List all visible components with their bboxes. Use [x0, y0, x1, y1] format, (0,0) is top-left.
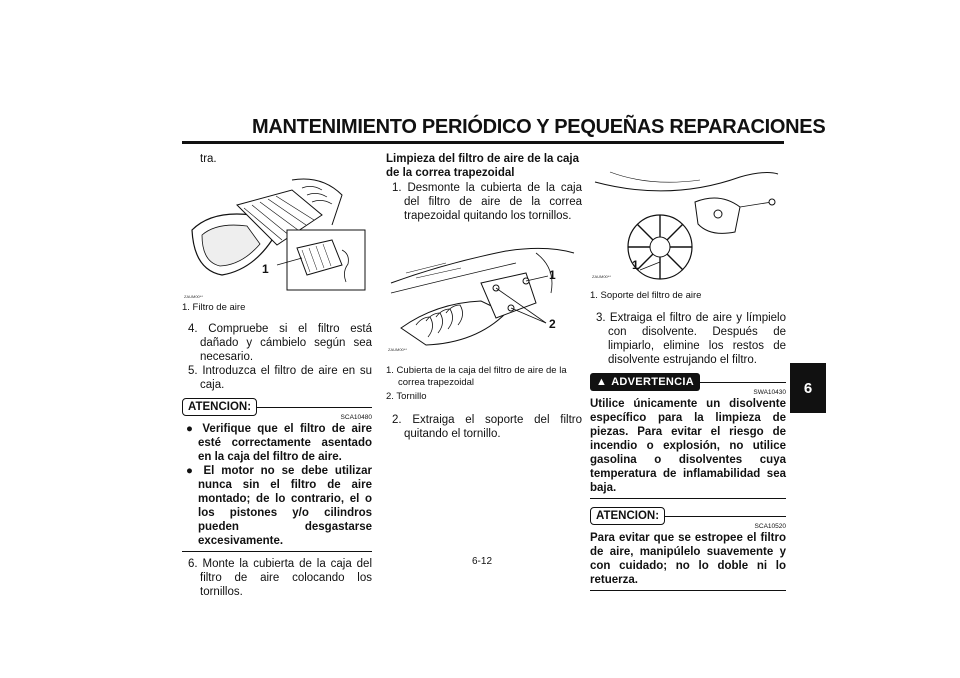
figure-code: ZAUM00**	[184, 294, 203, 299]
figure-caption-2: 2. Tornillo	[386, 391, 427, 402]
callout-1: 1	[632, 258, 639, 272]
callout-1: 1	[262, 262, 269, 276]
bullet-icon: ●	[186, 423, 203, 435]
step-4: 4. Compruebe si el filtro está dañado y cámbielo según sea necesario.	[188, 323, 372, 363]
warning-box	[590, 373, 786, 391]
step-6: 6. Monte la cubierta de la caja del filtro de aire colocando los tornillos.	[188, 558, 372, 598]
atencion-end-rule	[590, 590, 786, 591]
warning-label: ▲ ADVERTENCIA	[590, 373, 700, 391]
atencion-text: Para evitar que se estropee el filtro de aire, manipúlelo suavemente y con cuidado; no lo doble ni lo retuerza.	[590, 532, 786, 586]
bullet-icon: ●	[186, 465, 204, 477]
column-1	[182, 152, 372, 599]
air-filter-illustration	[182, 170, 372, 298]
atencion-box-2	[590, 507, 786, 525]
figure-belt-case-cover	[386, 233, 576, 351]
figure-code: ZAUM00**	[592, 274, 611, 279]
atencion-end-rule	[182, 551, 372, 552]
figure-caption: 1. Soporte del filtro de aire	[590, 290, 702, 301]
step-5: 5. Introduzca el filtro de aire en su caja.	[188, 365, 372, 391]
figure-code: ZAUM00**	[388, 347, 407, 352]
atencion-code: SCA10520	[754, 523, 786, 530]
step-3: 3. Extraiga el filtro de aire y límpielo con disolvente. Después de limpiarlo, elimine los restos de disolvente estrujando el filtro.	[596, 312, 786, 366]
section-heading: Limpieza del filtro de aire de la caja de la correa trapezoidal	[386, 153, 580, 179]
column-3	[590, 162, 786, 596]
figure-caption: 1. Filtro de aire	[182, 302, 246, 313]
lead-text: tra.	[200, 153, 217, 165]
warning-triangle-icon: ▲	[596, 376, 608, 388]
step-2: 2. Extraiga el soporte del filtro quitando el tornillo.	[392, 414, 582, 440]
page-title: MANTENIMIENTO PERIÓDICO Y PEQUEÑAS REPARACIONES	[252, 116, 826, 138]
header-rule	[182, 141, 784, 144]
atencion-label: ATENCION:	[182, 398, 257, 416]
callout-2: 2	[549, 317, 556, 331]
column-2	[386, 152, 582, 441]
step-1: 1. Desmonte la cubierta de la caja del filtro de aire de la correa trapezoidal quitando los tornillos.	[392, 182, 582, 222]
filter-bracket-illustration	[590, 162, 780, 280]
callout-1: 1	[549, 268, 556, 282]
atencion-box-1	[182, 398, 372, 416]
figure-air-filter	[182, 170, 372, 298]
warning-code: SWA10430	[753, 389, 786, 396]
atencion-bullet-2: ● El motor no se debe utilizar nunca sin el filtro de aire montado; de lo contrario, el o los pistones y/o cilindros pueden desgastarse excesivamente.	[186, 465, 372, 547]
warning-text: Utilice únicamente un disolvente específico para la limpieza de piezas. Para evitar el riesgo de incendio o explosión, no utilice gasolina o disolventes cuya temperatura de inflamabilidad sea baja.	[590, 398, 786, 494]
warning-end-rule	[590, 498, 786, 499]
belt-case-illustration	[386, 233, 576, 351]
atencion-code: SCA10480	[340, 414, 372, 421]
figure-filter-bracket	[590, 162, 780, 280]
chapter-tab[interactable]: 6	[790, 363, 826, 413]
figure-caption-1: 1. Cubierta de la caja del filtro de aire de la correa trapezoidal	[386, 365, 567, 388]
page-number: 6-12	[472, 556, 493, 567]
atencion-label: ATENCION:	[590, 507, 665, 525]
atencion-bullet-1: ● Verifique que el filtro de aire esté correctamente asentado en la caja del filtro de aire.	[186, 423, 372, 463]
